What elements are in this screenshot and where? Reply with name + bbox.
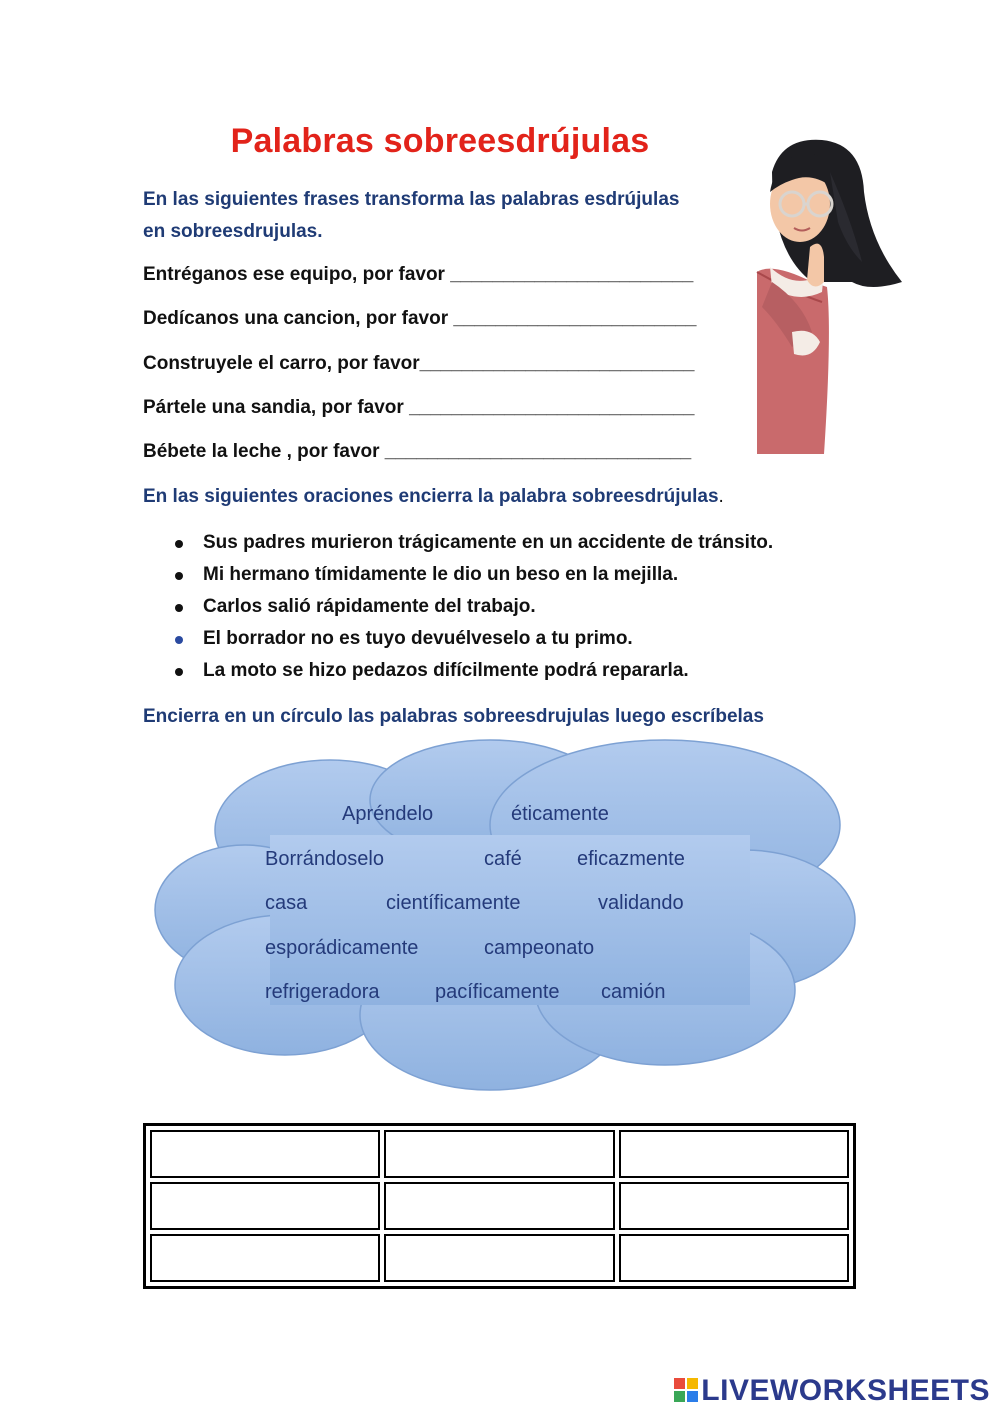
table-row: [150, 1182, 849, 1230]
instruction-encircle: En las siguientes oraciones encierra la palabra sobreesdrújulas.: [143, 486, 724, 507]
table-row: [150, 1130, 849, 1178]
answer-cell[interactable]: [384, 1234, 614, 1282]
cloud-word[interactable]: refrigeradora: [265, 981, 380, 1003]
brand-logo: [674, 1374, 990, 1408]
sentence-1: Entréganos ese equipo, por favor _______________________: [143, 264, 694, 285]
list-item: El borrador no es tuyo devuélveselo a tu primo.: [143, 623, 773, 655]
cloud-shape: [150, 735, 860, 1095]
cloud-word[interactable]: Borrándoselo: [265, 848, 384, 870]
cloud-word[interactable]: casa: [265, 892, 308, 914]
page-title: Palabras sobreesdrújulas: [230, 122, 650, 160]
cloud-word[interactable]: camión: [601, 981, 666, 1003]
cloud-word[interactable]: éticamente: [511, 803, 609, 825]
instruction-encircle-text: En las siguientes oraciones encierra la palabra sobreesdrújulas: [143, 486, 719, 507]
cloud-word[interactable]: esporádicamente: [265, 937, 419, 959]
sentence-3: Construyele el carro, por favor__________________________: [143, 353, 695, 374]
answer-cell[interactable]: [619, 1130, 849, 1178]
answer-table: [143, 1123, 856, 1289]
answer-cell[interactable]: [384, 1182, 614, 1230]
answer-cell[interactable]: [150, 1182, 380, 1230]
list-item: Sus padres murieron trágicamente en un accidente de tránsito.: [143, 527, 773, 559]
list-item: La moto se hizo pedazos difícilmente podrá repararla.: [143, 655, 773, 687]
instruction-line-1: En las siguientes frases transforma las palabras esdrújulas: [143, 189, 680, 210]
table-row: [150, 1234, 849, 1282]
answer-cell[interactable]: [619, 1234, 849, 1282]
girl-illustration: [752, 132, 912, 454]
cloud-word[interactable]: eficazmente: [577, 848, 685, 870]
cloud-word[interactable]: campeonato: [484, 937, 595, 959]
sentence-4: Pártele una sandia, por favor ___________________________: [143, 397, 695, 418]
instruction-circle-write: Encierra en un círculo las palabras sobreesdrujulas luego escríbelas: [143, 706, 764, 727]
answer-cell[interactable]: [384, 1130, 614, 1178]
brand-text: LIVEWORKSHEETS: [701, 1374, 990, 1407]
instruction-transform: [143, 184, 679, 248]
list-item: Mi hermano tímidamente le dio un beso en la mejilla.: [143, 559, 773, 591]
answer-cell[interactable]: [619, 1182, 849, 1230]
instruction-line-2: en sobreesdrujulas.: [143, 221, 323, 242]
answer-cell[interactable]: [150, 1234, 380, 1282]
cloud-word[interactable]: científicamente: [386, 892, 521, 914]
cloud-word[interactable]: pacíficamente: [435, 981, 560, 1003]
cloud-word[interactable]: Apréndelo: [342, 803, 434, 825]
sentence-2: Dedícanos una cancion, por favor _______________________: [143, 308, 697, 329]
cloud-word[interactable]: validando: [598, 892, 684, 914]
list-item: Carlos salió rápidamente del trabajo.: [143, 591, 773, 623]
liveworksheets-icon: [674, 1378, 698, 1402]
cloud-word[interactable]: café: [484, 848, 522, 870]
sentence-5: Bébete la leche , por favor _____________________________: [143, 441, 692, 462]
sentence-list: [143, 527, 773, 687]
answer-cell[interactable]: [150, 1130, 380, 1178]
